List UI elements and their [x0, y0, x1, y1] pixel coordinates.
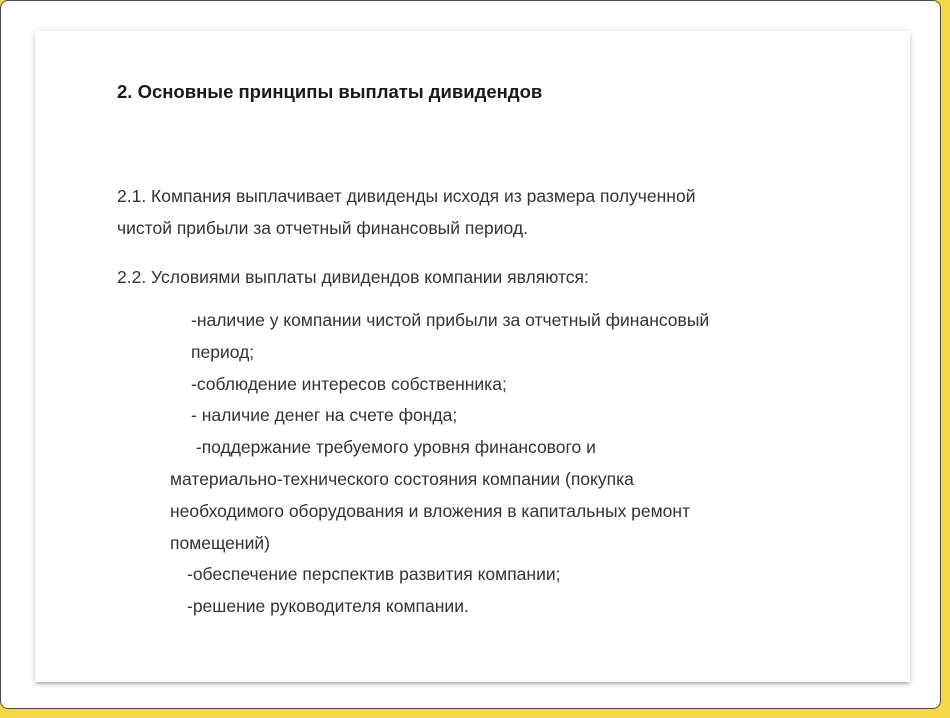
document-content [117, 79, 837, 623]
paragraph-2-1-line-1: 2.1. Компания выплачивает дивиденды исходя из размера полученной [117, 186, 696, 206]
condition-line-7: необходимого оборудования и вложения в капитальных ремонт [170, 500, 691, 521]
condition-line-1: -наличие у компании чистой прибыли за отчетный финансовый [191, 310, 710, 330]
condition-line-6: материально-технического состояния компании (покупка [170, 468, 634, 489]
condition-line-9: -обеспечение перспектив развития компании; [187, 564, 561, 585]
condition-line-3: -соблюдение интересов собственника; [191, 373, 507, 394]
section-heading: 2. Основные принципы выплаты дивидендов [117, 81, 543, 102]
condition-line-4: - наличие денег на счете фонда; [191, 405, 458, 426]
condition-line-5: -поддержание требуемого уровня финансового и [191, 437, 596, 458]
paragraph-2-1-line-2: чистой прибыли за отчетный финансовый период. [117, 218, 528, 238]
conditions-list [117, 305, 837, 623]
document-page [35, 31, 910, 682]
paragraph-2-2: 2.2. Условиями выплаты дивидендов компании являются: [117, 267, 589, 287]
paragraph-2-1 [117, 180, 837, 244]
condition-line-10: -решение руководителя компании. [187, 596, 469, 617]
condition-line-2: период; [191, 341, 255, 362]
condition-line-8: помещений) [170, 532, 270, 553]
